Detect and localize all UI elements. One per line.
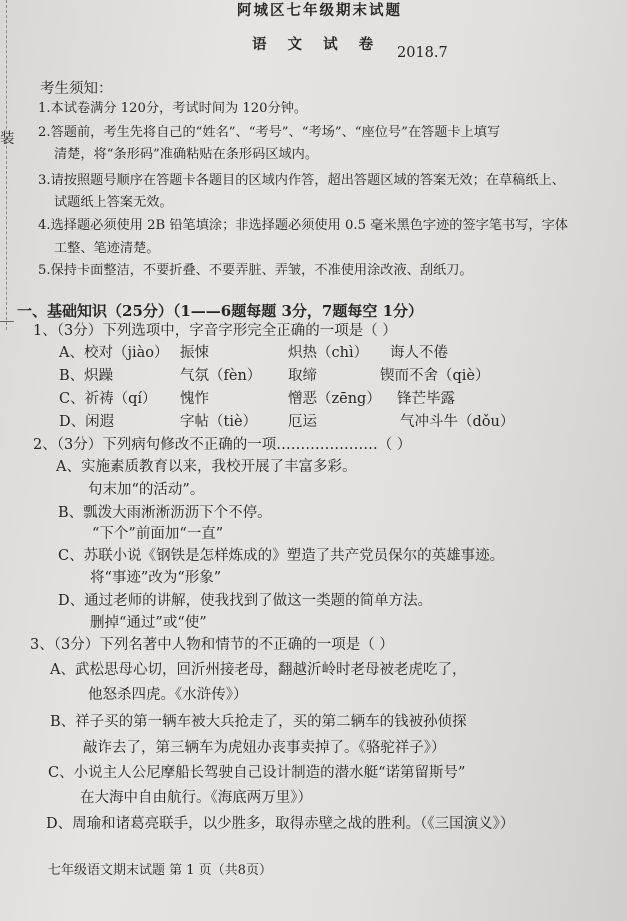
notice-line: 试题纸上答案无效。: [54, 195, 173, 210]
question-2-stem: 2、（3分）下列病句修改不正确的一项…………………（ ）: [33, 437, 412, 453]
q1-option-d-2: 字帖（tiè）: [180, 414, 258, 430]
notice-line: 1.本试卷满分 120分，考试时间为 120分钟。: [38, 101, 308, 116]
q1-option-a-2: 振悚: [180, 345, 209, 361]
q1-option-b-1: B、炽躁: [59, 368, 114, 384]
q1-option-b-4: 锲而不舍（qiè）: [380, 368, 490, 384]
q1-option-a-4: 诲人不倦: [390, 345, 448, 361]
q2-line: 句末加“的活动”。: [88, 482, 205, 498]
q3-line: A、武松思母心切，回沂州接老母，翻越沂岭时老母被老虎吃了，: [50, 662, 467, 678]
q1-option-c-1: C、祈祷（qí）: [59, 391, 157, 407]
q1-option-d-1: D、闲遐: [59, 414, 115, 430]
section-heading: 一、基础知识（25分）（1——6题每题 3分，7题每空 1分）: [17, 302, 424, 320]
q3-line: 他怒杀四虎。《水浒传》）: [88, 687, 248, 703]
q1-option-c-4: 锋芒毕露: [397, 391, 455, 407]
exam-title: 阿城区七年级期末试题: [237, 2, 402, 19]
question-3-stem: 3、（3分）下列名著中人物和情节的不正确的一项是（ ）: [30, 637, 394, 653]
q2-line: C、苏联小说《钢铁是怎样炼成的》塑造了共产党员保尔的英雄事迹。: [58, 548, 505, 564]
notice-line: 2.答题前，考生先将自己的“姓名”、“考号”、“考场”、“座位号”在答题卡上填写: [38, 125, 501, 140]
q2-line: A、实施素质教育以来，我校开展了丰富多彩。: [56, 459, 357, 475]
question-1-stem: 1、（3分）下列选项中，字音字形完全正确的一项是（ ）: [33, 323, 397, 339]
binding-dashed-line: [6, 0, 7, 330]
q3-line: 在大海中自由航行。《海底两万里》）: [80, 790, 312, 806]
exam-date: 2018.7: [397, 45, 448, 61]
notice-line: 清楚，将“条形码”准确粘贴在条形码区域内。: [54, 147, 319, 162]
q1-option-a-3: 炽热（chì）: [288, 345, 369, 361]
q1-option-b-3: 取缔: [288, 368, 317, 384]
q1-option-b-2: 气氛（fèn）: [180, 368, 262, 384]
q2-line: “下个”前面加“一直”: [92, 526, 224, 542]
q2-line: 删掉“通过”或“使”: [90, 615, 207, 631]
section-rule: [0, 321, 14, 322]
q1-option-d-4: 气冲斗牛（dǒu）: [400, 414, 515, 430]
q3-line: 敲诈去了，第三辆车为虎妞办丧事卖掉了。《骆驼祥子》）: [83, 740, 446, 756]
q3-line: C、小说主人公尼摩船长驾驶自己设计制造的潜水艇“诺第留斯号”: [48, 765, 466, 781]
notice-line: 3.请按照题号顺序在答题卡各题目的区域内作答，超出答题区域的答案无效；在草稿纸上、: [38, 173, 565, 188]
page-footer: 七年级语文期末试题 第 1 页（共8页）: [48, 863, 272, 878]
q1-option-d-3: 厄运: [288, 414, 317, 430]
exam-subtitle: 语 文 试 卷: [252, 36, 382, 53]
notice-line: 4.选择题必须使用 2B 铅笔填涂；非选择题必须使用 0.5 毫米黑色字迹的签字笔书写，字体: [38, 218, 568, 233]
notice-heading: 考生须知：: [40, 81, 113, 97]
q2-line: 将“事迹”改为“形象”: [90, 570, 222, 586]
q1-option-c-2: 愧怍: [180, 391, 209, 407]
q2-line: D、通过老师的讲解，使我找到了做这一类题的简单方法。: [58, 593, 433, 609]
notice-line: 工整、笔迹清楚。: [54, 241, 160, 256]
notice-line: 5.保持卡面整洁，不要折叠、不要弄脏、弄皱，不准使用涂改液、刮纸刀。: [38, 263, 473, 278]
q3-line: B、祥子买的第一辆车被大兵抢走了，买的第二辆车的钱被孙侦探: [50, 714, 467, 730]
q3-line: D、周瑜和诸葛亮联手，以少胜多，取得赤壁之战的胜利。（《三国演义》）: [46, 816, 515, 832]
q1-option-c-3: 憎恶（zēng）: [288, 391, 381, 407]
q1-option-a-1: A、校对（jiào）: [59, 345, 169, 361]
binding-label: 装: [0, 131, 15, 147]
q2-line: B、瓢泼大雨淅淅沥沥下个不停。: [58, 505, 272, 521]
